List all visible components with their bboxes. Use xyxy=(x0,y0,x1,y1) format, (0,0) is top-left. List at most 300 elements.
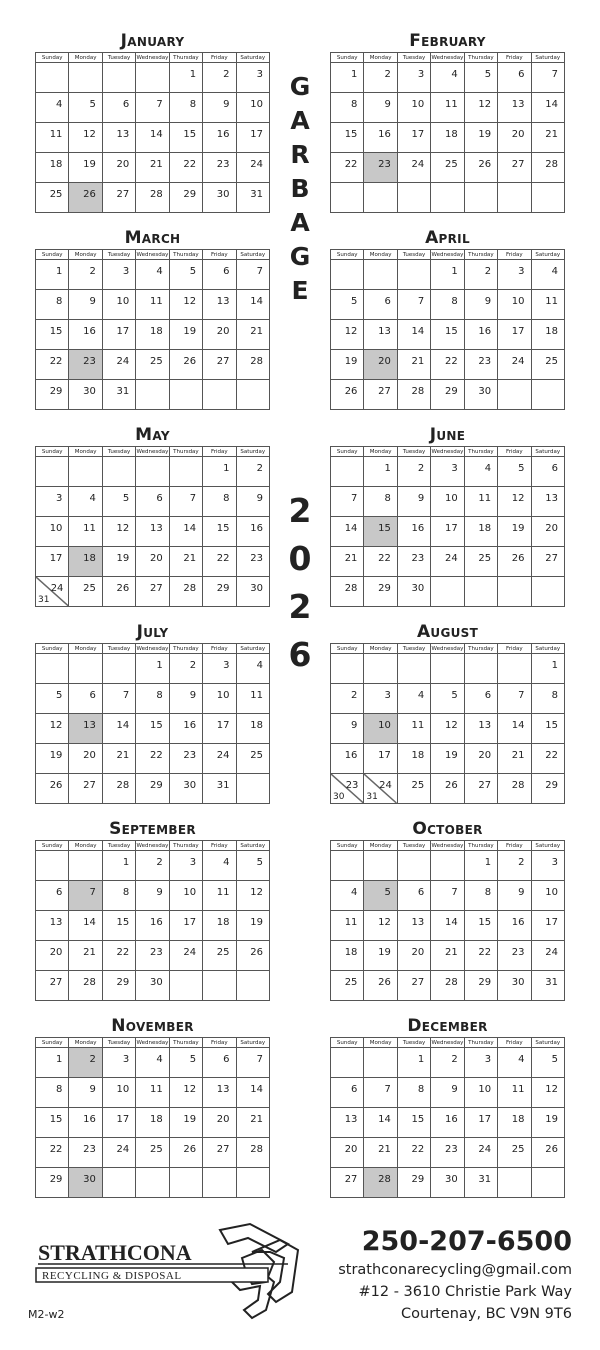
day-cell: 1 xyxy=(397,1048,430,1078)
year-digit: 6 xyxy=(288,635,312,674)
day-cell: 17 xyxy=(169,911,202,941)
weekday-header: Saturday xyxy=(236,1038,269,1048)
day-cell: 25 xyxy=(36,183,69,213)
day-cell: 13 xyxy=(531,487,564,517)
week-row xyxy=(331,1108,565,1138)
week-row xyxy=(36,911,270,941)
day-cell xyxy=(364,851,397,881)
day-cell: 25 xyxy=(203,941,236,971)
day-cell: 19 xyxy=(498,517,531,547)
day-cell: 22 xyxy=(531,744,564,774)
day-cell: 17 xyxy=(431,517,464,547)
day-cell: 20 xyxy=(102,153,135,183)
day-cell: 23 xyxy=(136,941,169,971)
weekday-header: Sunday xyxy=(36,250,69,260)
day-cell: 13 xyxy=(36,911,69,941)
day-cell: 11 xyxy=(498,1078,531,1108)
day-cell: 28 xyxy=(498,774,531,804)
day-cell: 4 xyxy=(498,1048,531,1078)
day-cell: 27 xyxy=(203,350,236,380)
pickup-day-cell: 18 xyxy=(69,547,102,577)
day-cell: 2 xyxy=(498,851,531,881)
day-cell: 14 xyxy=(236,1078,269,1108)
pickup-day-cell: 28 xyxy=(364,1168,397,1198)
day-cell: 18 xyxy=(136,320,169,350)
weekday-header: Thursday xyxy=(464,447,497,457)
day-cell: 9 xyxy=(169,684,202,714)
day-cell: 2 xyxy=(364,63,397,93)
day-cell: 13 xyxy=(331,1108,364,1138)
day-cell: 16 xyxy=(203,123,236,153)
week-row xyxy=(36,774,270,804)
day-cell: 4 xyxy=(531,260,564,290)
day-cell xyxy=(531,380,564,410)
day-cell xyxy=(331,774,364,804)
pickup-day-cell: 20 xyxy=(364,350,397,380)
day-cell: 9 xyxy=(136,881,169,911)
day-cell xyxy=(331,457,364,487)
weekday-header: Tuesday xyxy=(397,250,430,260)
day-cell: 13 xyxy=(498,93,531,123)
day-cell: 20 xyxy=(531,517,564,547)
day-cell: 28 xyxy=(331,577,364,607)
day-cell: 18 xyxy=(464,517,497,547)
weekday-header: Thursday xyxy=(169,447,202,457)
pickup-day-cell: 7 xyxy=(69,881,102,911)
weekday-header: Wednesday xyxy=(431,1039,464,1046)
day-cell: 1 xyxy=(203,457,236,487)
day-cell: 8 xyxy=(36,290,69,320)
day-cell: 18 xyxy=(203,911,236,941)
day-cell: 30 xyxy=(498,971,531,1001)
day-cell xyxy=(498,654,531,684)
day-cell: 9 xyxy=(364,93,397,123)
day-cell: 12 xyxy=(102,517,135,547)
day-cell: 20 xyxy=(203,1108,236,1138)
day-cell xyxy=(136,1168,169,1198)
day-cell: 9 xyxy=(431,1078,464,1108)
day-cell xyxy=(431,654,464,684)
day-cell xyxy=(36,851,69,881)
day-cell: 15 xyxy=(203,517,236,547)
day-cell: 17 xyxy=(236,123,269,153)
day-cell: 5 xyxy=(102,487,135,517)
week-row xyxy=(331,290,565,320)
day-cell: 23 xyxy=(169,744,202,774)
day-cell: 31 xyxy=(464,1168,497,1198)
day-cell: 11 xyxy=(136,290,169,320)
day-cell: 21 xyxy=(236,320,269,350)
day-cell: 5 xyxy=(36,684,69,714)
weekday-header: Tuesday xyxy=(397,447,430,457)
day-cell: 14 xyxy=(331,517,364,547)
day-cell xyxy=(397,183,430,213)
weekday-header: Wednesday xyxy=(136,54,169,61)
day-cell xyxy=(36,457,69,487)
day-cell xyxy=(431,851,464,881)
day-cell: 25 xyxy=(331,971,364,1001)
day-cell: 11 xyxy=(136,1078,169,1108)
day-cell: 22 xyxy=(36,1138,69,1168)
week-row xyxy=(331,941,565,971)
day-cell: 17 xyxy=(102,320,135,350)
week-row xyxy=(331,911,565,941)
day-cell: 23 xyxy=(69,1138,102,1168)
weekday-header: Sunday xyxy=(36,841,69,851)
day-cell xyxy=(431,183,464,213)
weekday-header: Monday xyxy=(69,1038,102,1048)
day-cell: 29 xyxy=(169,183,202,213)
day-number-secondary: 31 xyxy=(38,595,50,605)
day-cell: 24 xyxy=(236,153,269,183)
day-cell: 23 xyxy=(236,547,269,577)
address-line-1: #12 - 3610 Christie Park Way xyxy=(358,1284,572,1300)
weekday-header: Monday xyxy=(364,53,397,63)
weekday-header: Monday xyxy=(69,644,102,654)
day-cell: 5 xyxy=(431,684,464,714)
week-row xyxy=(36,350,270,380)
day-cell xyxy=(236,1168,269,1198)
day-number-secondary: 31 xyxy=(366,792,378,802)
day-cell: 3 xyxy=(102,1048,135,1078)
month-may xyxy=(35,424,270,607)
week-row xyxy=(36,714,270,744)
day-cell: 11 xyxy=(203,881,236,911)
weekday-header: Wednesday xyxy=(431,54,464,61)
week-row xyxy=(36,457,270,487)
week-row xyxy=(36,577,270,607)
day-cell: 15 xyxy=(331,123,364,153)
day-cell: 19 xyxy=(169,1108,202,1138)
day-cell: 19 xyxy=(236,911,269,941)
day-cell: 29 xyxy=(36,1168,69,1198)
day-cell: 30 xyxy=(464,380,497,410)
weekday-header: Sunday xyxy=(331,644,364,654)
day-cell: 22 xyxy=(331,153,364,183)
week-row xyxy=(36,63,270,93)
day-cell: 10 xyxy=(531,881,564,911)
day-cell: 30 xyxy=(203,183,236,213)
day-cell: 5 xyxy=(464,63,497,93)
day-cell: 20 xyxy=(203,320,236,350)
day-cell: 10 xyxy=(102,1078,135,1108)
day-cell: 24 xyxy=(169,941,202,971)
weekday-header: Sunday xyxy=(36,447,69,457)
week-row xyxy=(36,1078,270,1108)
weekday-header: Sunday xyxy=(331,447,364,457)
week-row xyxy=(36,123,270,153)
day-cell: 27 xyxy=(136,577,169,607)
day-cell: 17 xyxy=(36,547,69,577)
day-cell: 26 xyxy=(169,1138,202,1168)
day-cell: 31 xyxy=(102,380,135,410)
day-cell: 6 xyxy=(397,881,430,911)
day-cell: 14 xyxy=(136,123,169,153)
day-cell: 12 xyxy=(498,487,531,517)
day-cell: 7 xyxy=(531,63,564,93)
weekday-header: Friday xyxy=(498,250,531,260)
day-cell: 27 xyxy=(498,153,531,183)
week-row xyxy=(331,881,565,911)
weekday-header: Saturday xyxy=(531,53,564,63)
day-cell: 13 xyxy=(203,1078,236,1108)
day-cell xyxy=(431,577,464,607)
day-cell xyxy=(136,380,169,410)
weekday-header: Saturday xyxy=(236,841,269,851)
day-cell: 8 xyxy=(169,93,202,123)
day-cell: 8 xyxy=(136,684,169,714)
day-cell xyxy=(169,1168,202,1198)
day-cell: 8 xyxy=(531,684,564,714)
day-cell xyxy=(331,260,364,290)
weekday-header: Sunday xyxy=(36,644,69,654)
day-cell: 17 xyxy=(364,744,397,774)
day-cell: 24 xyxy=(102,1138,135,1168)
day-cell: 12 xyxy=(169,290,202,320)
day-cell: 14 xyxy=(397,320,430,350)
day-cell: 21 xyxy=(69,941,102,971)
day-cell: 8 xyxy=(464,881,497,911)
weekday-header: Saturday xyxy=(531,1038,564,1048)
weekday-header: Saturday xyxy=(236,447,269,457)
day-cell: 27 xyxy=(397,971,430,1001)
day-cell: 1 xyxy=(136,654,169,684)
day-cell: 14 xyxy=(69,911,102,941)
month-title: February xyxy=(409,31,486,51)
day-cell: 1 xyxy=(531,654,564,684)
year-digit: 0 xyxy=(288,539,312,578)
weekday-header: Tuesday xyxy=(102,841,135,851)
weekday-header: Tuesday xyxy=(397,644,430,654)
week-row xyxy=(36,93,270,123)
garbage-letter: G xyxy=(289,72,311,101)
day-cell xyxy=(36,654,69,684)
day-cell: 8 xyxy=(397,1078,430,1108)
day-cell: 9 xyxy=(464,290,497,320)
day-cell: 5 xyxy=(331,290,364,320)
day-cell: 19 xyxy=(69,153,102,183)
day-cell: 9 xyxy=(236,487,269,517)
weekday-header: Monday xyxy=(69,447,102,457)
day-cell: 30 xyxy=(169,774,202,804)
day-cell: 26 xyxy=(364,971,397,1001)
day-cell: 27 xyxy=(531,547,564,577)
day-cell: 8 xyxy=(331,93,364,123)
day-cell: 19 xyxy=(364,941,397,971)
weekday-header: Sunday xyxy=(36,1038,69,1048)
phone-number[interactable]: 250-207-6500 xyxy=(361,1226,572,1257)
day-cell: 22 xyxy=(136,744,169,774)
day-cell: 26 xyxy=(102,577,135,607)
weekday-header: Friday xyxy=(498,644,531,654)
day-cell: 4 xyxy=(464,457,497,487)
day-cell: 23 xyxy=(397,547,430,577)
day-cell: 25 xyxy=(236,744,269,774)
weekday-header: Tuesday xyxy=(102,53,135,63)
weekday-header: Tuesday xyxy=(397,1038,430,1048)
day-cell xyxy=(102,654,135,684)
day-cell: 26 xyxy=(236,941,269,971)
garbage-letter: B xyxy=(290,174,310,203)
day-cell: 31 xyxy=(203,774,236,804)
day-cell: 6 xyxy=(102,93,135,123)
day-cell: 17 xyxy=(203,714,236,744)
day-cell: 6 xyxy=(203,260,236,290)
weekday-header: Thursday xyxy=(464,1038,497,1048)
day-cell xyxy=(169,971,202,1001)
day-cell: 5 xyxy=(169,1048,202,1078)
day-cell xyxy=(331,1048,364,1078)
day-cell xyxy=(331,851,364,881)
weekday-header: Tuesday xyxy=(102,1038,135,1048)
day-cell xyxy=(69,63,102,93)
day-cell: 16 xyxy=(464,320,497,350)
month-october xyxy=(330,818,565,1001)
day-cell xyxy=(36,63,69,93)
day-cell: 4 xyxy=(331,881,364,911)
weekday-header: Saturday xyxy=(531,250,564,260)
week-row xyxy=(331,971,565,1001)
week-row xyxy=(36,183,270,213)
day-cell: 16 xyxy=(69,1108,102,1138)
day-cell: 24 xyxy=(531,941,564,971)
day-cell: 19 xyxy=(169,320,202,350)
day-cell: 22 xyxy=(364,547,397,577)
day-cell: 20 xyxy=(498,123,531,153)
day-cell: 1 xyxy=(36,1048,69,1078)
day-cell: 2 xyxy=(431,1048,464,1078)
address-line-2: Courtenay, BC V9N 9T6 xyxy=(401,1306,572,1322)
day-cell: 29 xyxy=(102,971,135,1001)
day-cell: 28 xyxy=(102,774,135,804)
day-cell: 21 xyxy=(364,1138,397,1168)
week-row xyxy=(331,350,565,380)
day-cell: 21 xyxy=(169,547,202,577)
day-cell xyxy=(464,183,497,213)
month-title: November xyxy=(111,1016,194,1036)
month-title: May xyxy=(135,425,170,445)
weekday-header: Saturday xyxy=(531,841,564,851)
weekday-header: Friday xyxy=(203,447,236,457)
month-title: December xyxy=(407,1016,488,1036)
day-cell xyxy=(531,577,564,607)
day-cell: 25 xyxy=(531,350,564,380)
day-cell: 22 xyxy=(397,1138,430,1168)
day-cell: 9 xyxy=(331,714,364,744)
day-cell: 10 xyxy=(464,1078,497,1108)
pickup-day-cell: 10 xyxy=(364,714,397,744)
day-cell: 7 xyxy=(169,487,202,517)
day-number: 24 xyxy=(50,583,64,594)
day-cell: 9 xyxy=(203,93,236,123)
day-cell: 3 xyxy=(531,851,564,881)
day-cell: 29 xyxy=(36,380,69,410)
day-cell: 11 xyxy=(36,123,69,153)
day-cell: 12 xyxy=(169,1078,202,1108)
day-cell xyxy=(203,971,236,1001)
weekday-header: Wednesday xyxy=(136,842,169,849)
day-cell: 24 xyxy=(203,744,236,774)
day-cell: 10 xyxy=(102,290,135,320)
day-cell: 25 xyxy=(431,153,464,183)
day-cell xyxy=(364,183,397,213)
day-cell: 7 xyxy=(364,1078,397,1108)
week-row xyxy=(331,547,565,577)
week-row xyxy=(331,123,565,153)
year-vertical-title xyxy=(284,487,316,679)
weekday-header: Thursday xyxy=(169,644,202,654)
day-cell: 3 xyxy=(36,487,69,517)
weekday-header: Tuesday xyxy=(397,841,430,851)
day-cell: 7 xyxy=(236,260,269,290)
day-cell: 24 xyxy=(397,153,430,183)
week-row xyxy=(331,684,565,714)
day-cell: 21 xyxy=(236,1108,269,1138)
day-cell: 29 xyxy=(364,577,397,607)
day-cell: 4 xyxy=(136,260,169,290)
week-row xyxy=(331,1078,565,1108)
day-cell: 12 xyxy=(531,1078,564,1108)
day-cell: 30 xyxy=(69,380,102,410)
day-cell: 21 xyxy=(331,547,364,577)
month-title: January xyxy=(120,31,185,51)
weekday-header: Friday xyxy=(203,250,236,260)
month-november xyxy=(35,1015,270,1198)
day-cell: 16 xyxy=(169,714,202,744)
day-cell: 10 xyxy=(36,517,69,547)
day-cell: 3 xyxy=(431,457,464,487)
week-row xyxy=(36,881,270,911)
day-cell: 17 xyxy=(102,1108,135,1138)
day-cell: 2 xyxy=(136,851,169,881)
day-cell: 27 xyxy=(102,183,135,213)
day-cell: 7 xyxy=(498,684,531,714)
day-cell: 15 xyxy=(36,320,69,350)
week-row xyxy=(331,63,565,93)
email-address[interactable]: strathconarecycling@gmail.com xyxy=(338,1262,572,1278)
day-cell xyxy=(464,654,497,684)
week-row xyxy=(331,487,565,517)
day-cell: 6 xyxy=(136,487,169,517)
day-cell: 2 xyxy=(464,260,497,290)
day-cell: 30 xyxy=(236,577,269,607)
day-cell: 24 xyxy=(431,547,464,577)
day-cell: 2 xyxy=(203,63,236,93)
day-cell: 27 xyxy=(464,774,497,804)
month-april xyxy=(330,227,565,410)
day-cell: 18 xyxy=(531,320,564,350)
pickup-day-cell: 5 xyxy=(364,881,397,911)
pickup-day-cell: 2 xyxy=(69,1048,102,1078)
day-cell xyxy=(364,1048,397,1078)
day-cell: 14 xyxy=(364,1108,397,1138)
day-cell: 9 xyxy=(397,487,430,517)
weekday-header: Monday xyxy=(69,841,102,851)
day-cell: 21 xyxy=(136,153,169,183)
month-august xyxy=(330,621,565,804)
week-row xyxy=(36,1108,270,1138)
day-cell: 21 xyxy=(531,123,564,153)
day-cell: 20 xyxy=(136,547,169,577)
week-row xyxy=(36,547,270,577)
day-cell: 8 xyxy=(36,1078,69,1108)
month-february xyxy=(330,30,565,213)
day-cell: 23 xyxy=(203,153,236,183)
day-cell: 20 xyxy=(69,744,102,774)
weekday-header: Sunday xyxy=(331,841,364,851)
day-cell: 23 xyxy=(464,350,497,380)
day-number-secondary: 30 xyxy=(333,792,345,802)
